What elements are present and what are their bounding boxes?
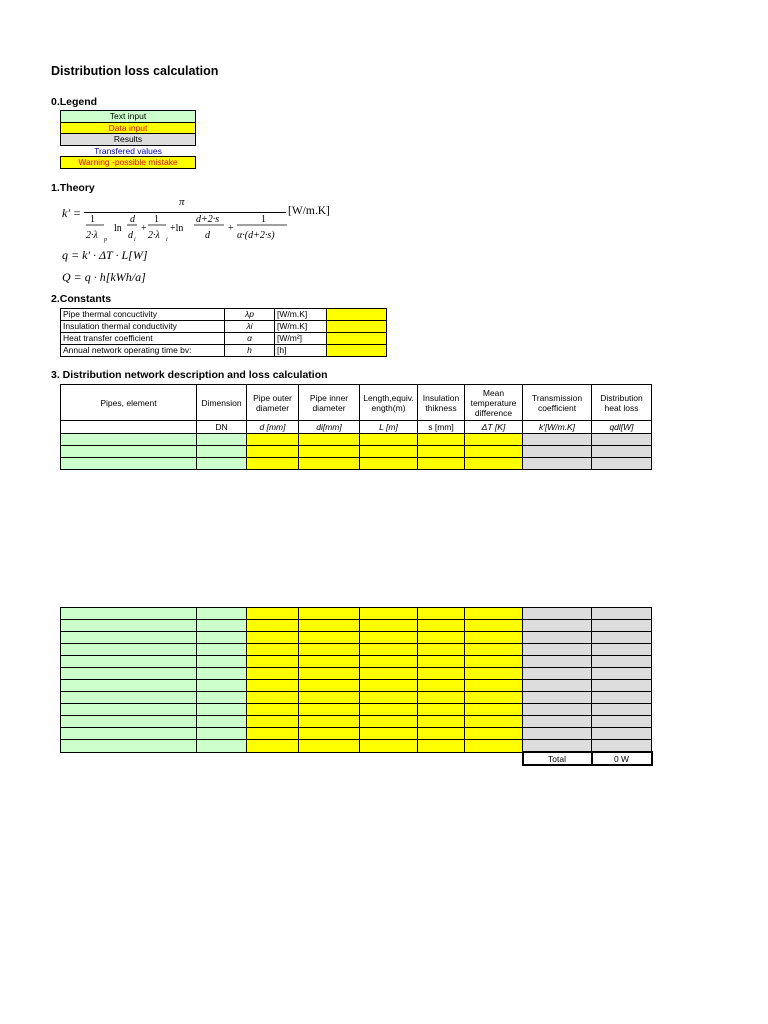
inner-diameter-input[interactable] (299, 644, 360, 656)
outer-diameter-input[interactable] (247, 656, 299, 668)
transmission-result (523, 620, 592, 632)
formula-denominator (84, 212, 290, 246)
temperature-input[interactable] (465, 656, 523, 668)
transmission-result (523, 716, 592, 728)
length-input[interactable] (360, 446, 418, 458)
unit-cell: qdl[W] (592, 421, 652, 434)
k-formula-pi: π (179, 196, 185, 208)
table-row (61, 458, 652, 470)
svg-text:p: p (104, 237, 107, 243)
svg-text:+ln: +ln (170, 223, 184, 234)
temperature-input[interactable] (465, 620, 523, 632)
dimension-input[interactable] (197, 704, 247, 716)
heat-loss-result (592, 740, 652, 753)
inner-diameter-input[interactable] (299, 704, 360, 716)
inner-diameter-input[interactable] (299, 656, 360, 668)
table-row (61, 704, 652, 716)
dimension-input[interactable] (197, 608, 247, 620)
pipe-element-input[interactable] (61, 632, 197, 644)
insulation-input[interactable] (418, 632, 465, 644)
constant-symbol: λp (225, 309, 275, 321)
pipe-element-input[interactable] (61, 704, 197, 716)
blank-cell (247, 752, 299, 765)
inner-diameter-input[interactable] (299, 728, 360, 740)
col-header: Mean temperature difference (465, 385, 523, 421)
heat-loss-result (592, 656, 652, 668)
insulation-input[interactable] (418, 740, 465, 753)
length-input[interactable] (360, 668, 418, 680)
dimension-input[interactable] (197, 434, 247, 446)
table-row (61, 632, 652, 644)
inner-diameter-input[interactable] (299, 740, 360, 753)
dimension-input[interactable] (197, 692, 247, 704)
svg-text:d: d (128, 230, 133, 241)
insulation-input[interactable] (418, 704, 465, 716)
pipe-element-input[interactable] (61, 692, 197, 704)
table-row (61, 728, 652, 740)
length-input[interactable] (360, 740, 418, 753)
svg-text:2·λ: 2·λ (86, 230, 98, 241)
length-input[interactable] (360, 692, 418, 704)
dimension-input[interactable] (197, 620, 247, 632)
insulation-input[interactable] (418, 644, 465, 656)
svg-text:1: 1 (90, 214, 95, 225)
temperature-input[interactable] (465, 644, 523, 656)
transmission-result (523, 644, 592, 656)
legend-results: Results (61, 134, 196, 146)
constant-name: Heat transfer coefficient (61, 333, 225, 345)
heat-loss-result (592, 446, 652, 458)
length-input[interactable] (360, 656, 418, 668)
heat-loss-result (592, 620, 652, 632)
insulation-input[interactable] (418, 680, 465, 692)
table-row (61, 668, 652, 680)
heat-loss-result (592, 644, 652, 656)
temperature-input[interactable] (465, 740, 523, 753)
outer-diameter-input[interactable] (247, 608, 299, 620)
col-header: Pipe outer diameter (247, 385, 299, 421)
pipe-element-input[interactable] (61, 728, 197, 740)
unit-cell: s [mm] (418, 421, 465, 434)
inner-diameter-input[interactable] (299, 680, 360, 692)
temperature-input[interactable] (465, 608, 523, 620)
transmission-result (523, 704, 592, 716)
pipe-element-input[interactable] (61, 608, 197, 620)
transmission-result (523, 680, 592, 692)
length-input[interactable] (360, 704, 418, 716)
k-formula-lhs: k' = (62, 206, 81, 220)
table-row (61, 434, 652, 446)
insulation-input[interactable] (418, 728, 465, 740)
insulation-input[interactable] (418, 608, 465, 620)
inner-diameter-input[interactable] (299, 458, 360, 470)
legend-text-input: Text input (61, 111, 196, 123)
length-input[interactable] (360, 728, 418, 740)
svg-text:i: i (134, 237, 136, 243)
constant-unit: [W/m²] (275, 333, 327, 345)
unit-cell: L [m] (360, 421, 418, 434)
dimension-input[interactable] (197, 740, 247, 753)
insulation-input[interactable] (418, 620, 465, 632)
total-label: Total (523, 752, 592, 765)
insulation-input[interactable] (418, 458, 465, 470)
pipe-element-input[interactable] (61, 458, 197, 470)
blank-cell (360, 752, 418, 765)
network-table-body (60, 607, 653, 766)
constant-row (61, 333, 387, 345)
transmission-result (523, 446, 592, 458)
outer-diameter-input[interactable] (247, 620, 299, 632)
constant-name: Pipe thermal concuctivity (61, 309, 225, 321)
heat-loss-result (592, 692, 652, 704)
unit-cell: d [mm] (247, 421, 299, 434)
svg-text:i: i (166, 237, 168, 243)
inner-diameter-input[interactable] (299, 434, 360, 446)
inner-diameter-input[interactable] (299, 668, 360, 680)
heat-loss-result (592, 680, 652, 692)
outer-diameter-input[interactable] (247, 434, 299, 446)
constants-table (60, 308, 387, 357)
network-heading: 3. Distribution network description and loss calculation (51, 369, 328, 381)
dimension-input[interactable] (197, 656, 247, 668)
transmission-result (523, 608, 592, 620)
col-header: Pipe inner diameter (299, 385, 360, 421)
heat-loss-result (592, 608, 652, 620)
unit-cell (61, 421, 197, 434)
col-header: Length,equiv. ength(m) (360, 385, 418, 421)
temperature-input[interactable] (465, 632, 523, 644)
svg-text:1: 1 (154, 214, 159, 225)
length-input[interactable] (360, 632, 418, 644)
heat-loss-result (592, 434, 652, 446)
blank-cell (197, 752, 247, 765)
Q-formula: Q = q · h[kWh/a] (62, 270, 146, 284)
unit-cell: di[mm] (299, 421, 360, 434)
table-row (61, 716, 652, 728)
constant-value-input[interactable] (327, 321, 387, 333)
total-row (61, 752, 652, 765)
constant-unit: [W/m.K] (275, 309, 327, 321)
table-row (61, 656, 652, 668)
dimension-input[interactable] (197, 446, 247, 458)
legend-warning: Warning -possible mistake (61, 157, 196, 169)
header-row (61, 385, 652, 421)
q-formula: q = k' · ΔT · L[W] (62, 248, 148, 262)
page-title: Distribution loss calculation (51, 64, 219, 78)
constant-value-input[interactable] (327, 333, 387, 345)
dimension-input[interactable] (197, 716, 247, 728)
length-input[interactable] (360, 458, 418, 470)
constant-symbol: h (225, 345, 275, 357)
table-row (61, 692, 652, 704)
table-row (61, 644, 652, 656)
temperature-input[interactable] (465, 692, 523, 704)
outer-diameter-input[interactable] (247, 704, 299, 716)
temperature-input[interactable] (465, 434, 523, 446)
legend-heading: 0.Legend (51, 96, 98, 108)
heat-loss-result (592, 716, 652, 728)
legend-data-input: Data input (61, 122, 196, 134)
length-input[interactable] (360, 716, 418, 728)
constants-heading: 2.Constants (51, 293, 112, 305)
transmission-result (523, 434, 592, 446)
constant-value-input[interactable] (327, 309, 387, 321)
temperature-input[interactable] (465, 704, 523, 716)
col-header: Transmission coefficient (523, 385, 592, 421)
svg-text:d: d (205, 230, 210, 241)
outer-diameter-input[interactable] (247, 680, 299, 692)
pipe-element-input[interactable] (61, 644, 197, 656)
outer-diameter-input[interactable] (247, 668, 299, 680)
legend-transfered-values: Transfered values (94, 145, 162, 156)
svg-text:α·(d+2·s): α·(d+2·s) (237, 230, 275, 241)
table-row (61, 608, 652, 620)
svg-text:d: d (130, 214, 135, 225)
table-row (61, 680, 652, 692)
pipe-element-input[interactable] (61, 656, 197, 668)
length-input[interactable] (360, 608, 418, 620)
pipe-element-input[interactable] (61, 740, 197, 753)
length-input[interactable] (360, 434, 418, 446)
length-input[interactable] (360, 680, 418, 692)
transmission-result (523, 740, 592, 753)
theory-heading: 1.Theory (51, 182, 95, 194)
svg-text:+: + (141, 223, 147, 234)
outer-diameter-input[interactable] (247, 728, 299, 740)
svg-text:ln: ln (114, 223, 122, 234)
insulation-input[interactable] (418, 716, 465, 728)
constant-unit: [W/m.K] (275, 321, 327, 333)
pipe-element-input[interactable] (61, 434, 197, 446)
transmission-result (523, 728, 592, 740)
outer-diameter-input[interactable] (247, 458, 299, 470)
unit-row (61, 421, 652, 434)
pipe-element-input[interactable] (61, 668, 197, 680)
insulation-input[interactable] (418, 668, 465, 680)
pipe-element-input[interactable] (61, 680, 197, 692)
constant-value-input[interactable] (327, 345, 387, 357)
table-row (61, 620, 652, 632)
col-header: Insulation thikness (418, 385, 465, 421)
constant-row (61, 321, 387, 333)
constant-symbol: α (225, 333, 275, 345)
outer-diameter-input[interactable] (247, 632, 299, 644)
svg-text:1: 1 (261, 214, 266, 225)
blank-cell (61, 752, 197, 765)
inner-diameter-input[interactable] (299, 620, 360, 632)
length-input[interactable] (360, 620, 418, 632)
svg-text:2·λ: 2·λ (148, 230, 160, 241)
insulation-input[interactable] (418, 692, 465, 704)
constant-row (61, 309, 387, 321)
inner-diameter-input[interactable] (299, 716, 360, 728)
temperature-input[interactable] (465, 728, 523, 740)
temperature-input[interactable] (465, 680, 523, 692)
heat-loss-result (592, 458, 652, 470)
inner-diameter-input[interactable] (299, 446, 360, 458)
outer-diameter-input[interactable] (247, 740, 299, 753)
col-header: Dimension (197, 385, 247, 421)
dimension-input[interactable] (197, 668, 247, 680)
total-value: 0 W (592, 752, 652, 765)
heat-loss-result (592, 704, 652, 716)
outer-diameter-input[interactable] (247, 446, 299, 458)
dimension-input[interactable] (197, 728, 247, 740)
inner-diameter-input[interactable] (299, 632, 360, 644)
blank-cell (299, 752, 360, 765)
transmission-result (523, 656, 592, 668)
unit-cell: ΔT [K] (465, 421, 523, 434)
transmission-result (523, 692, 592, 704)
insulation-input[interactable] (418, 656, 465, 668)
temperature-input[interactable] (465, 446, 523, 458)
outer-diameter-input[interactable] (247, 644, 299, 656)
constant-symbol: λi (225, 321, 275, 333)
insulation-input[interactable] (418, 434, 465, 446)
col-header: Distribution heat loss (592, 385, 652, 421)
constant-name: Insulation thermal conductivity (61, 321, 225, 333)
svg-text:+: + (228, 223, 234, 234)
constant-name: Annual network operating time bv: (61, 345, 225, 357)
table-row (61, 740, 652, 753)
col-header: Pipes, element (61, 385, 197, 421)
pipe-element-input[interactable] (61, 446, 197, 458)
inner-diameter-input[interactable] (299, 608, 360, 620)
pipe-element-input[interactable] (61, 620, 197, 632)
dimension-input[interactable] (197, 632, 247, 644)
pipe-element-input[interactable] (61, 716, 197, 728)
heat-loss-result (592, 668, 652, 680)
outer-diameter-input[interactable] (247, 716, 299, 728)
temperature-input[interactable] (465, 716, 523, 728)
heat-loss-result (592, 728, 652, 740)
table-row (61, 446, 652, 458)
constant-row (61, 345, 387, 357)
dimension-input[interactable] (197, 458, 247, 470)
temperature-input[interactable] (465, 458, 523, 470)
inner-diameter-input[interactable] (299, 692, 360, 704)
length-input[interactable] (360, 644, 418, 656)
transmission-result (523, 668, 592, 680)
insulation-input[interactable] (418, 446, 465, 458)
heat-loss-result (592, 632, 652, 644)
legend-table (60, 110, 196, 169)
unit-cell: k'[W/m.K] (523, 421, 592, 434)
network-table-header (60, 384, 652, 470)
temperature-input[interactable] (465, 668, 523, 680)
transmission-result (523, 458, 592, 470)
blank-cell (465, 752, 523, 765)
dimension-input[interactable] (197, 680, 247, 692)
unit-cell: DN (197, 421, 247, 434)
dimension-input[interactable] (197, 644, 247, 656)
svg-text:d+2·s: d+2·s (196, 214, 220, 225)
constant-unit: [h] (275, 345, 327, 357)
outer-diameter-input[interactable] (247, 692, 299, 704)
blank-cell (418, 752, 465, 765)
k-formula-unit: [W/m.K] (288, 205, 330, 217)
transmission-result (523, 632, 592, 644)
